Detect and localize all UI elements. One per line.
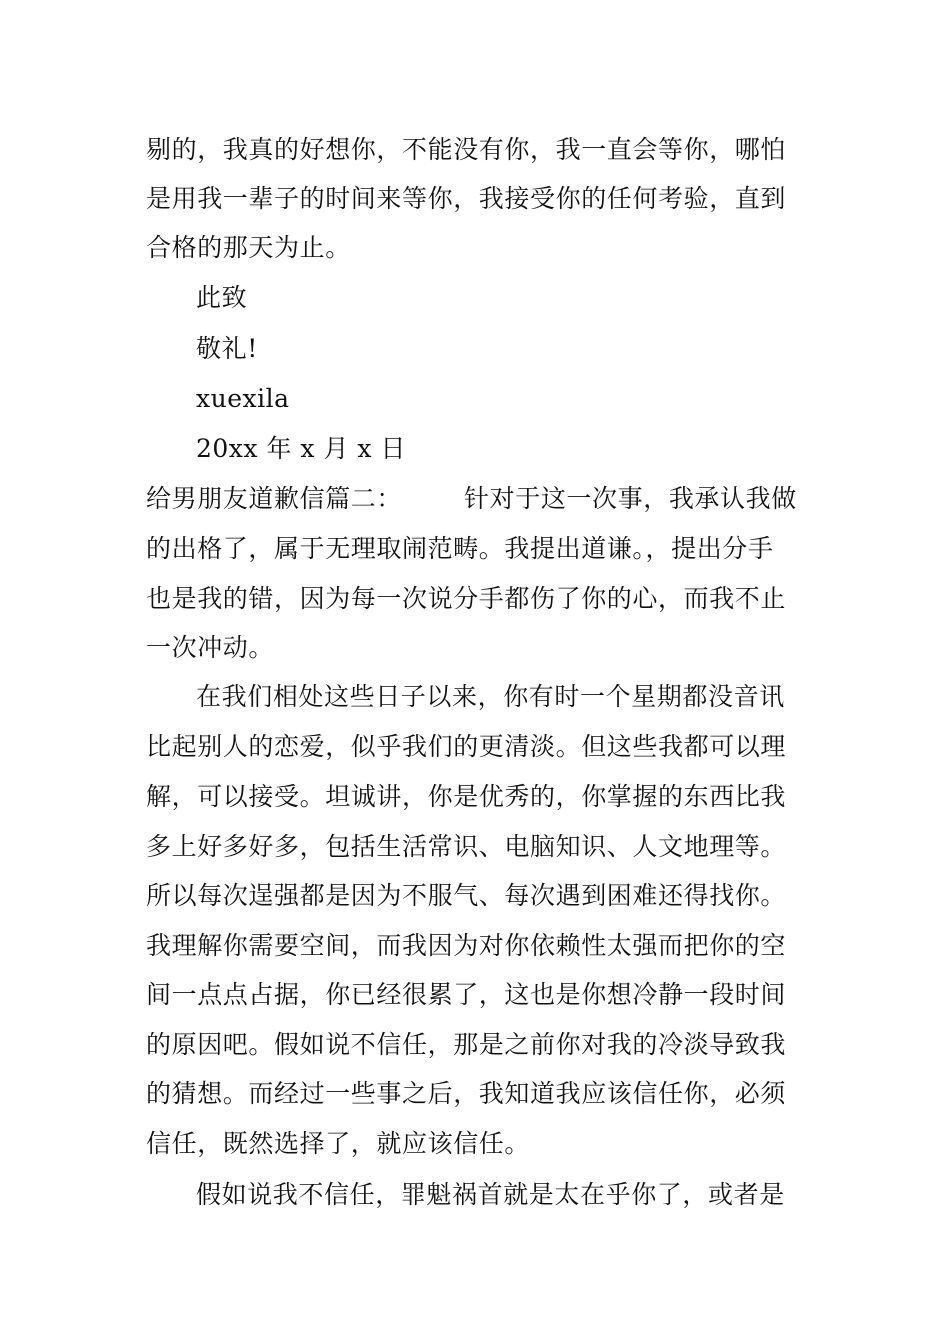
closing-regards: 敬礼! — [196, 334, 258, 363]
paragraph-line: 的猜想。而经过一些事之后，我知道我应该信任你，必须 — [146, 1079, 787, 1108]
paragraph-line: 的原因吧。假如说不信任，那是之前你对我的冷淡导致我 — [146, 1030, 787, 1059]
paragraph-line: 假如说我不信任，罪魁祸首就是太在乎你了，或者是 — [196, 1180, 785, 1209]
section-heading-line — [146, 484, 797, 514]
paragraph-line: 合格的那天为止。 — [146, 233, 351, 262]
paragraph-line: 信任，既然选择了，就应该信任。 — [146, 1129, 531, 1158]
paragraph-text: 针对于这一次事，我承认我做 — [464, 484, 797, 513]
paragraph-line: 我理解你需要空间，而我因为对你依赖性太强而把你的空 — [146, 931, 787, 960]
paragraph-line: 的出格了，属于无理取闹范畴。我提出道谦。，提出分手 — [146, 534, 774, 563]
paragraph-line: 所以每次逞强都是因为不服气、每次遇到困难还得找你。 — [146, 881, 787, 910]
paragraph-line: 是用我一辈子的时间来等你，我接受你的任何考验，直到 — [146, 184, 787, 213]
paragraph-line: 间一点点占据，你已经很累了，这也是你想冷静一段时间 — [146, 980, 787, 1009]
signature-name: xuexila — [196, 384, 290, 413]
closing-salutation: 此致 — [196, 283, 248, 312]
paragraph-line: 在我们相处这些日子以来，你有时一个星期都没音讯 — [196, 682, 785, 711]
paragraph-line: 也是我的错，因为每一次说分手都伤了你的心，而我不止 — [146, 584, 787, 613]
paragraph-line: 解，可以接受。坦诚讲，你是优秀的，你掌握的东西比我 — [146, 782, 787, 811]
paragraph-line: 一次冲动。 — [146, 633, 275, 662]
letter-date: 20xx 年 x 月 x 日 — [196, 434, 406, 463]
section-heading: 给男朋友道歉信篇二： — [146, 484, 403, 513]
paragraph-line: 多上好多好多，包括生活常识、电脑知识、人文地理等。 — [146, 832, 787, 861]
paragraph-line: 剔的，我真的好想你，不能没有你，我一直会等你，哪怕 — [146, 135, 787, 164]
paragraph-line: 比起别人的恋爱，似乎我们的更清淡。但这些我都可以理 — [146, 732, 787, 761]
